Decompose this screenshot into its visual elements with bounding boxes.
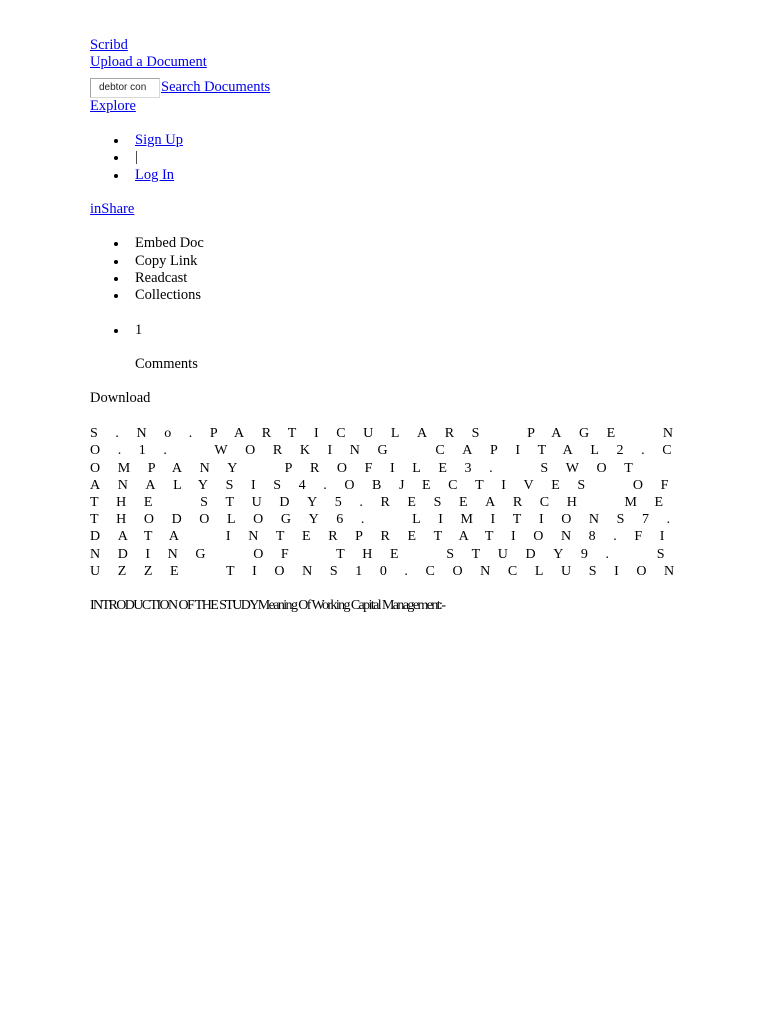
search-input[interactable]: [90, 78, 160, 98]
account-menu-item: [90, 167, 730, 184]
linkedin-share-link[interactable]: inShare: [90, 201, 135, 218]
download-button[interactable]: Download: [90, 390, 151, 407]
account-menu-separator: |: [90, 149, 730, 166]
explore-link[interactable]: Explore: [90, 98, 136, 114]
search-documents-link[interactable]: Search Documents: [161, 79, 271, 95]
comments-count-list: [90, 322, 730, 339]
collections-action[interactable]: Collections: [90, 287, 730, 304]
account-menu: [90, 132, 730, 184]
upload-document-link[interactable]: Upload a Document: [90, 54, 207, 70]
readcast-action[interactable]: Readcast: [90, 270, 730, 287]
document-actions: [90, 235, 730, 305]
embed-doc-action[interactable]: Embed Doc: [90, 235, 730, 252]
copy-link-action[interactable]: Copy Link: [90, 253, 730, 270]
table-of-contents: S.No.PARTICULARS PAGE NO.1. WORKING CAPITAL2.COMPANY PROFILE3. SWOT ANALYSIS4.OBJECTIVES OF THE STUDY5.RESEARCH METHODOLOGY6. LIMITIONS7.DATA INTERPRETATION8.FINDING OF THE STUDY9. SUZZE TIONS10.CONCLUSION: [90, 426, 716, 579]
scribd-home-link[interactable]: Scribd: [90, 37, 128, 53]
account-menu-item: [90, 132, 730, 149]
sign-up-link[interactable]: Sign Up: [135, 132, 183, 148]
comments-label[interactable]: Comments: [135, 356, 198, 373]
page-content: [90, 37, 730, 614]
log-in-link[interactable]: Log In: [135, 166, 175, 183]
introduction-heading: INTRODUCTION OF THE STUDYMeaning Of Working Capital Management:-: [90, 597, 445, 613]
comments-count: 1: [90, 322, 730, 339]
search-bar: [90, 72, 730, 98]
